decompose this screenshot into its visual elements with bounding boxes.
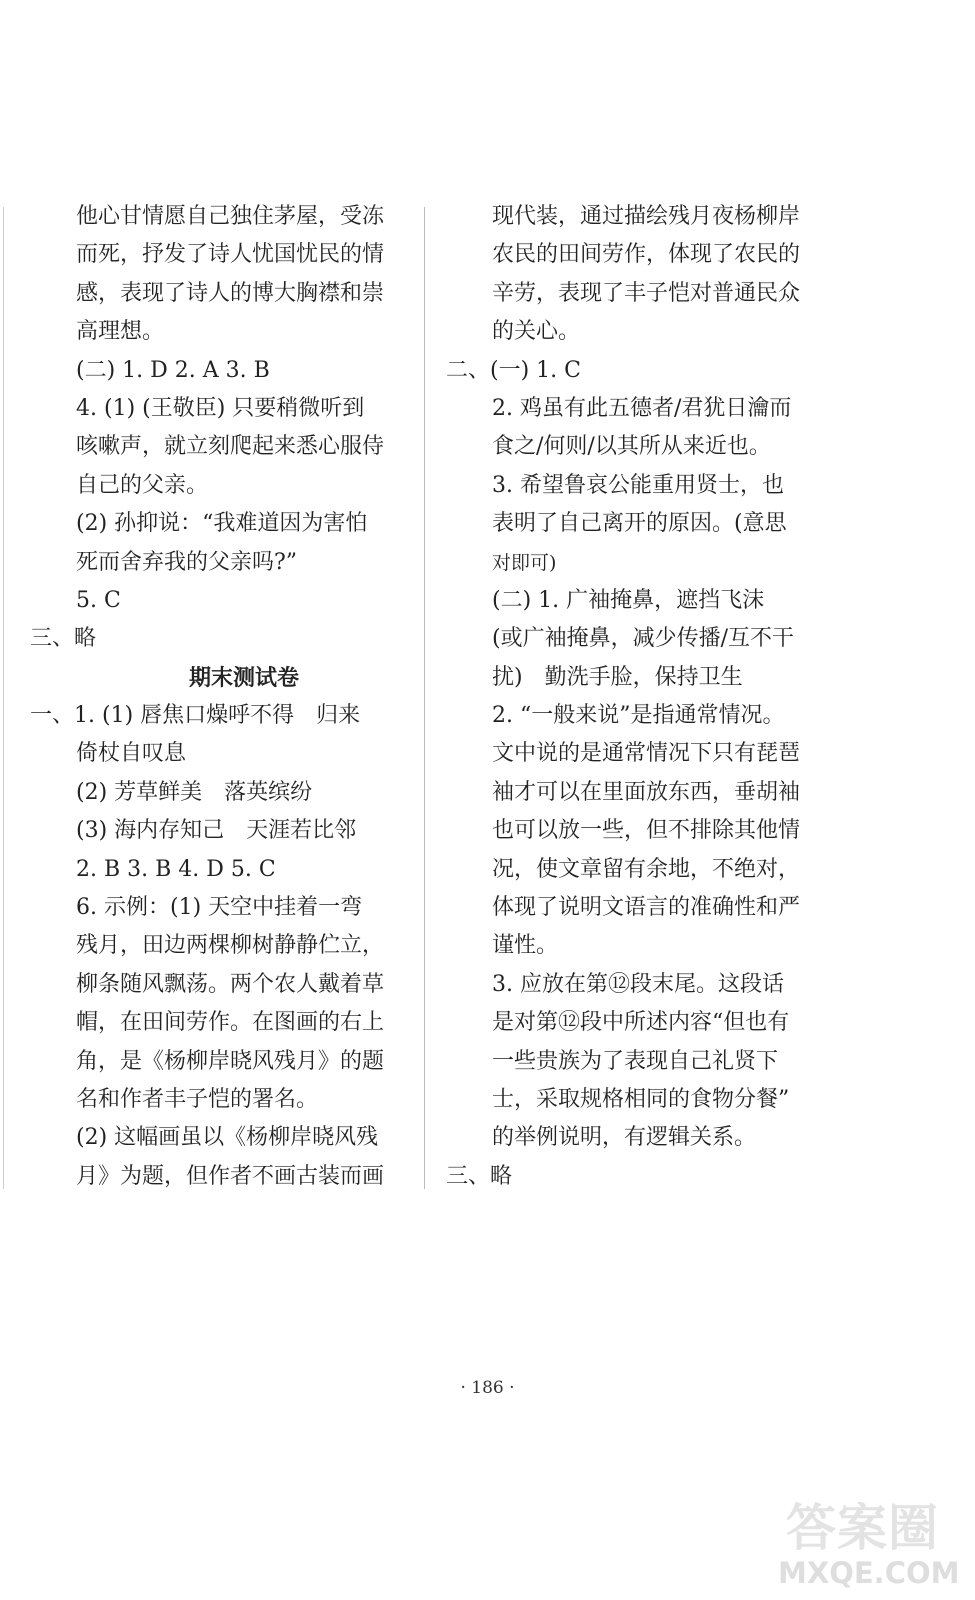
- text-line: 月》为题，但作者不画古装而画: [76, 1163, 385, 1189]
- watermark-url: MXQE.COM: [778, 1556, 960, 1590]
- text-line: 倚杖自叹息: [76, 741, 187, 767]
- text-line: 食之/何则/以其所从来近也。: [492, 434, 771, 460]
- text-line: 2. “一般来说”是指通常情况。: [492, 703, 785, 729]
- text-line: (二) 1. 广袖掩鼻，遮挡飞沫: [492, 587, 765, 613]
- text-line: 袖才可以在里面放东西，垂胡袖: [492, 779, 801, 805]
- left-text-column: [30, 198, 412, 1196]
- column-divider: [424, 207, 425, 1189]
- text-line: 体现了说明文语言的准确性和严: [492, 895, 801, 921]
- text-line: 2. 鸡虽有此五德者/君犹日瀹而: [492, 395, 792, 421]
- text-line: 的举例说明，有逻辑关系。: [492, 1125, 757, 1151]
- text-line: 是对第⑫段中所述内容“但也有: [492, 1010, 790, 1036]
- text-line: 现代装，通过描绘残月夜杨柳岸: [492, 204, 801, 229]
- text-line: 表明了自己离开的原因。(意思: [492, 511, 787, 537]
- text-line: (3) 海内存知己 天涯若比邻: [76, 818, 357, 844]
- text-line: 感，表现了诗人的博大胸襟和崇: [76, 280, 385, 306]
- text-line: 二、(一) 1. C: [446, 357, 581, 383]
- right-text-column: [446, 198, 828, 1196]
- text-line: 辛劳，表现了丰子恺对普通民众: [492, 280, 801, 306]
- text-line: 5. C: [76, 587, 121, 613]
- text-line: (或广袖掩鼻，减少传播/互不干: [492, 626, 794, 652]
- text-line: (2) 孙抑说：“我难道因为害怕: [76, 511, 368, 537]
- left-margin-rule: [3, 207, 4, 1189]
- text-line: 名和作者丰子恺的署名。: [76, 1086, 319, 1112]
- text-line: 农民的田间劳作，体现了农民的: [492, 242, 801, 268]
- text-line: 残月，田边两棵柳树静静伫立，: [76, 933, 385, 959]
- text-line: 一些贵族为了表现自己礼贤下: [492, 1048, 779, 1074]
- text-line: 三、略: [446, 1163, 513, 1189]
- text-line: 角，是《杨柳岸晓风残月》的题: [76, 1048, 385, 1074]
- text-line: 对即可): [492, 551, 557, 574]
- text-line: 也可以放一些，但不排除其他情: [492, 818, 801, 844]
- text-line: 扰) 勤洗手脸，保持卫生: [492, 664, 743, 690]
- text-line: 一、1. (1) 唇焦口燥呼不得 归来: [30, 703, 361, 729]
- text-line: 柳条随风飘荡。两个农人戴着草: [76, 971, 385, 997]
- text-line: 而死，抒发了诗人忧国忧民的情: [76, 242, 385, 268]
- text-line: 3. 应放在第⑫段末尾。这段话: [492, 971, 784, 997]
- text-line: (二) 1. D 2. A 3. B: [76, 357, 270, 383]
- text-line: 自己的父亲。: [76, 472, 209, 498]
- text-line: 6. 示例：(1) 天空中挂着一弯: [76, 895, 363, 921]
- text-line: 4. (1) (王敬臣) 只要稍微听到: [76, 395, 365, 421]
- text-line: 死而舍弃我的父亲吗?”: [76, 549, 298, 575]
- watermark-logo: [778, 1488, 968, 1596]
- text-line: 2. B 3. B 4. D 5. C: [76, 856, 276, 882]
- text-line: 帽，在田间劳作。在图画的右上: [76, 1010, 385, 1036]
- text-line: 文中说的是通常情况下只有琵琶: [492, 741, 801, 767]
- section-title: 期末测试卷: [188, 664, 299, 691]
- page-number: · 186 ·: [460, 1378, 515, 1398]
- text-line: 咳嗽声，就立刻爬起来悉心服侍: [76, 434, 385, 460]
- text-line: 高理想。: [76, 319, 165, 345]
- text-line: 的关心。: [492, 319, 581, 345]
- text-line: 他心甘情愿自己独住茅屋，受冻: [76, 204, 385, 229]
- text-line: 士，采取规格相同的食物分餐”: [492, 1086, 790, 1112]
- text-line: 三、略: [30, 626, 97, 652]
- text-line: (2) 芳草鲜美 落英缤纷: [76, 779, 313, 805]
- text-line: 3. 希望鲁哀公能重用贤士，也: [492, 472, 784, 498]
- text-line: (2) 这幅画虽以《杨柳岸晓风残: [76, 1125, 379, 1151]
- text-line: 况，使文章留有余地，不绝对，: [492, 856, 801, 882]
- text-line: 谨性。: [492, 933, 559, 959]
- watermark-logo-text: 答案圈: [786, 1499, 939, 1557]
